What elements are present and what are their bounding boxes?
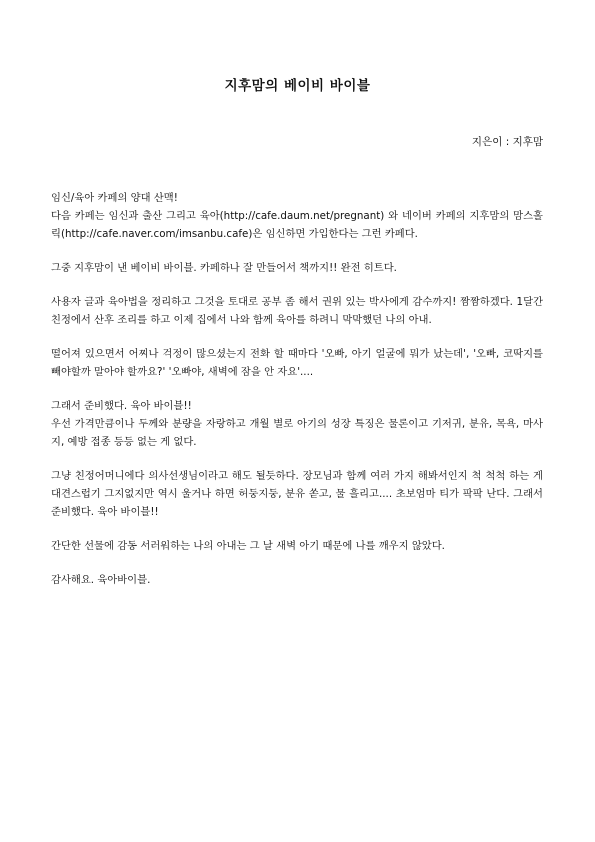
paragraph-7: 간단한 선물에 감동 서러워하는 나의 아내는 그 날 새벽 아기 때문에 나를 깨우지 않았다. <box>51 540 445 552</box>
paragraph-6: 그냥 친정어머니에다 의사선생님이라고 해도 될듯하다. 장모님과 함께 여러 가지 해봐서인지 척 척척 하는 게 대견스럽기 그지없지만 역시 울거나 하면 허둥지둥, 분유 쏟고, 물 흘리고.... 초보엄마 티가 팍팍 난다. 그래서 준비했다. 육아 바이블!! <box>51 470 543 518</box>
paragraph-8: 감사해요. 육아바이블. <box>51 574 151 586</box>
document-body <box>51 189 543 605</box>
paragraph-2: 그중 지후맘이 낸 베이비 바이블. 카페하나 잘 만들어서 책까지!! 완전 히트다. <box>51 262 397 274</box>
paragraph-3: 사용자 글과 육아법을 정리하고 그것을 토대로 공부 좀 해서 권위 있는 박사에게 감수까지! 짬짬하겠다. 1달간 친정에서 산후 조리를 하고 이제 집에서 나와 함께 육아를 하려니 막막했던 나의 아내. <box>51 296 543 326</box>
paragraph-5: 그래서 준비했다. 육아 바이블!! 우선 가격만큼이나 두께와 분량을 자랑하고 개월 별로 아기의 성장 특징은 물론이고 기저귀, 분유, 목욕, 마사지, 예방 접종 등등 없는 게 없다. <box>51 400 543 448</box>
paragraph-1: 임신/육아 카페의 양대 산맥! 다음 카페는 임신과 출산 그리고 육아(http://cafe.daum.net/pregnant) 와 네이버 카페의 지후맘의 맘스홀릭(http://cafe.naver.com/imsanbu.cafe)은 임신하면 가입한다는 그런 카페다. <box>51 192 543 240</box>
author-line: 지은이 : 지후맘 <box>471 136 543 148</box>
paragraph-4: 떨어져 있으면서 어찌나 걱정이 많으셨는지 전화 할 때마다 '오빠, 아기 얼굴에 뭐가 났는데', '오빠, 코딱지를 빼야할까 말아야 할까요?' '오빠야, 새벽에 잠을 안 자요'.... <box>51 348 543 378</box>
document-title: 지후맘의 베이비 바이블 <box>224 78 371 94</box>
